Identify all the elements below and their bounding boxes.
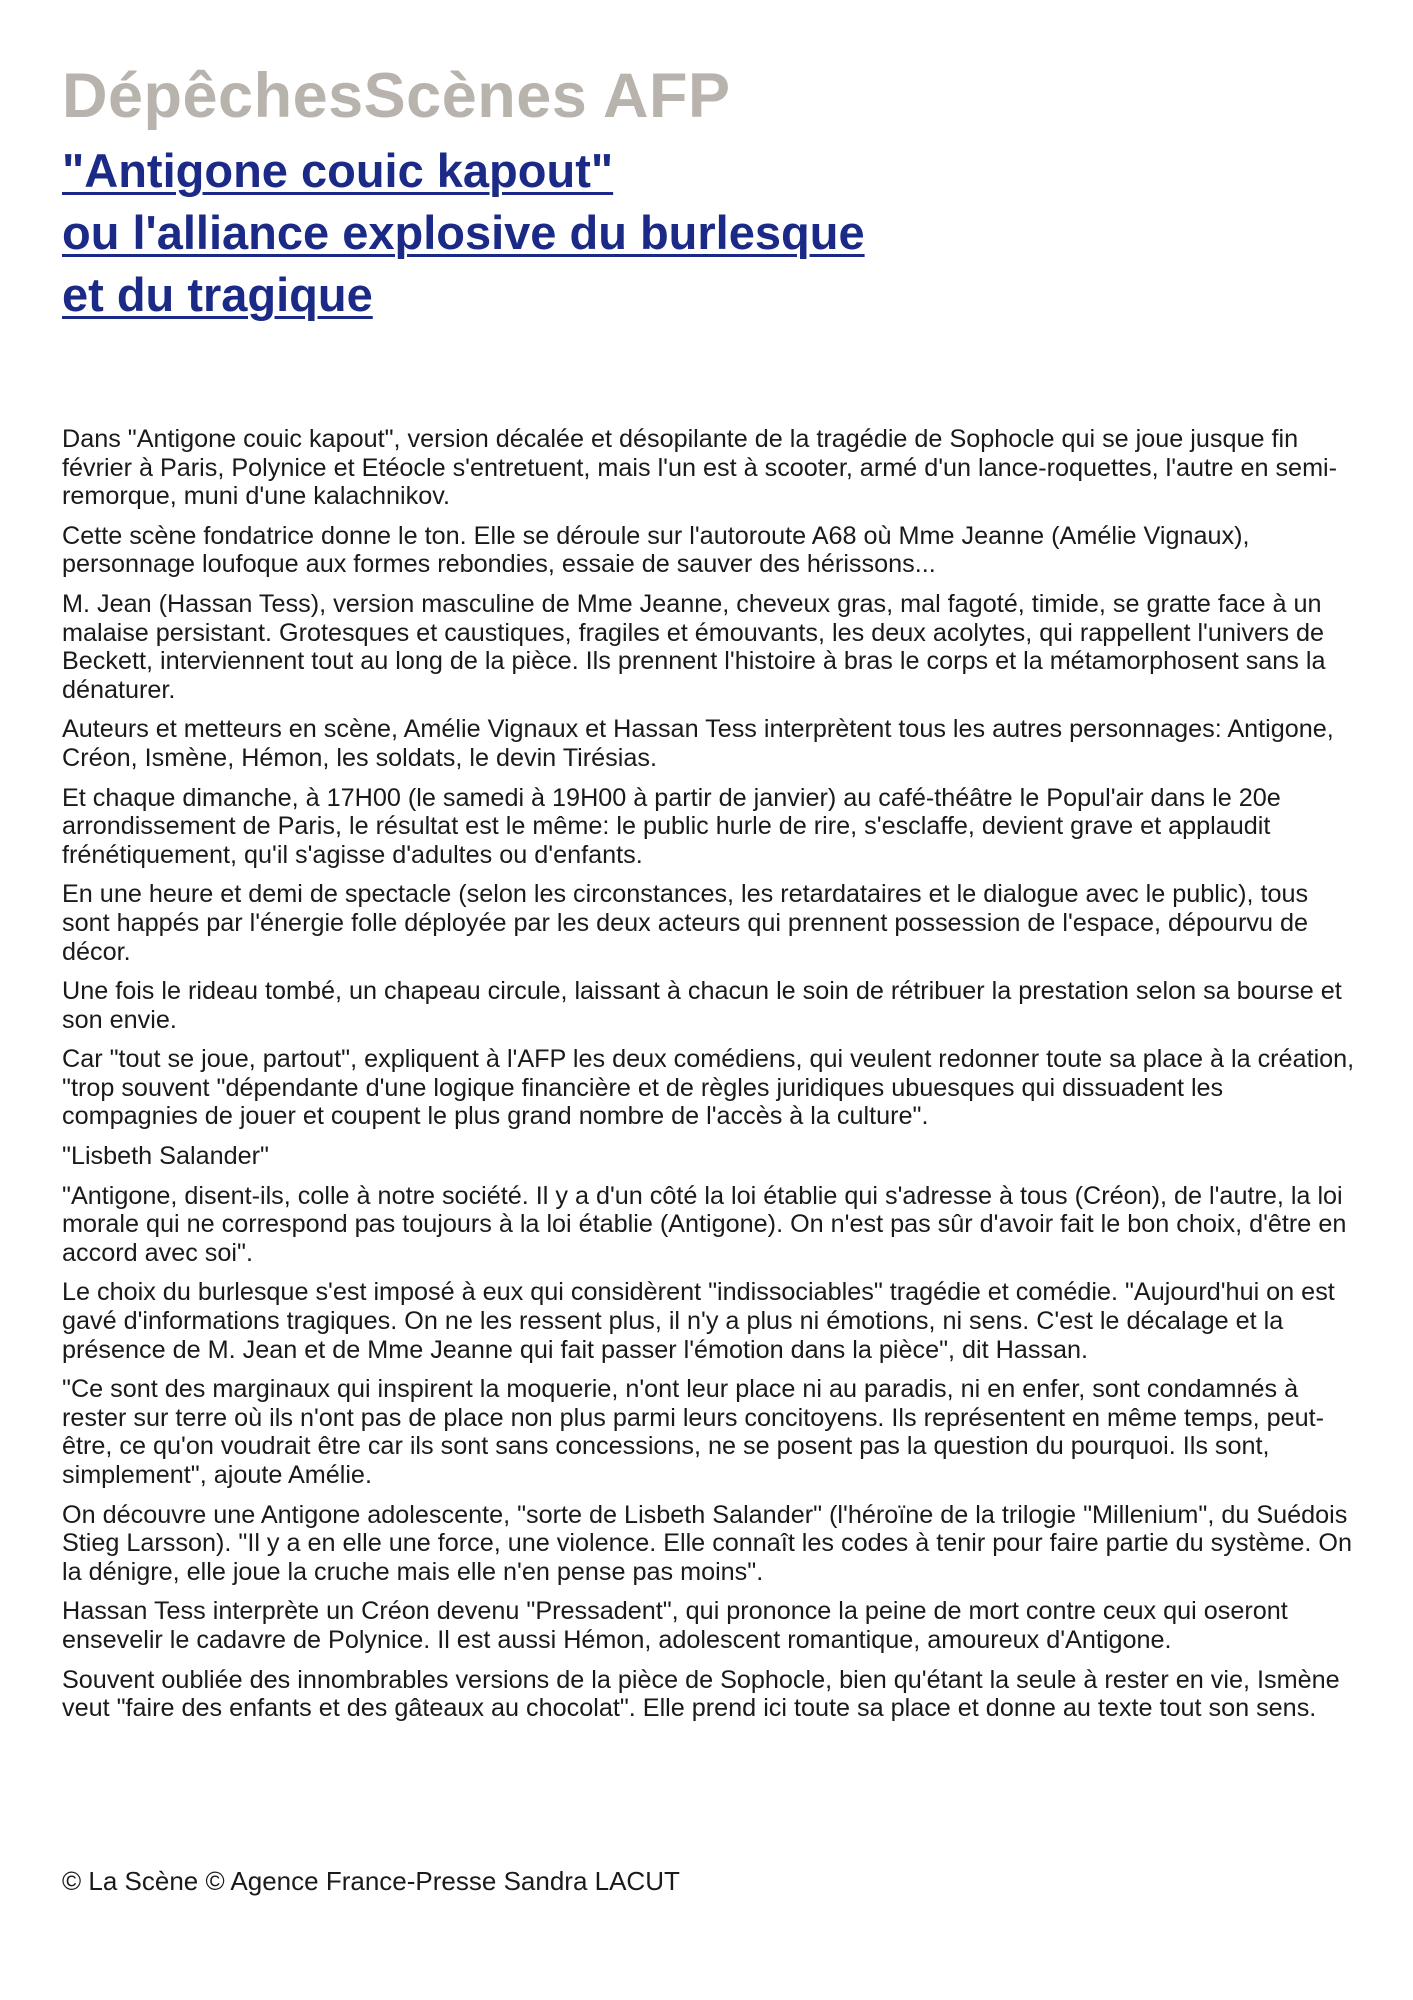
headline <box>62 140 1362 326</box>
article-paragraph: Car "tout se joue, partout", expliquent à l'AFP les deux comédiens, qui veulent redonner toute sa place à la création, "trop souvent "dépendante d'une logique financière et de règles juridiques ubuesques qui dissuadent les compagnies de jouer et coupent le plus grand nombre de l'accès à la culture". <box>62 1045 1355 1131</box>
article-paragraph: Cette scène fondatrice donne le ton. Elle se déroule sur l'autoroute A68 où Mme Jeanne (Amélie Vignaux), personnage loufoque aux formes rebondies, essaie de sauver des hérissons... <box>62 521 1250 579</box>
copyright-credit: © La Scène © Agence France-Presse <box>62 1866 497 1896</box>
article-paragraph: On découvre une Antigone adolescente, "sorte de Lisbeth Salander" (l'héroïne de la trilogie "Millenium", du Suédois Stieg Larsson). "Il y a en elle une force, une violence. Elle connaît les codes à tenir pour faire partie du système. On la dénigre, elle joue la cruche mais elle n'en pense pas moins". <box>62 1500 1353 1586</box>
article-paragraph: Hassan Tess interprète un Créon devenu "Pressadent", qui prononce la peine de mort contre ceux qui oseront ensevelir le cadavre de Polynice. Il est aussi Hémon, adolescent romantique, amoureux d'Antigone. <box>62 1597 1288 1654</box>
article-paragraph: Souvent oubliée des innombrables versions de la pièce de Sophocle, bien qu'étant la seule à rester en vie, Ismène veut "faire des enfants et des gâteaux au chocolat". Elle prend ici toute sa place et donne au texte tout son sens. <box>62 1665 1340 1723</box>
article-paragraph: Et chaque dimanche, à 17H00 (le samedi à 19H00 à partir de janvier) au café-théâtre le Popul'air dans le 20e arrondissement de Paris, le résultat est le même: le public hurle de rire, s'esclaffe, devient grave et applaudit frénétiquement, qu'il s'agisse d'adultes ou d'enfants. <box>62 783 1281 869</box>
article-paragraph: Dans "Antigone couic kapout", version décalée et désopilante de la tragédie de Sophocle qui se joue jusque fin février à Paris, Polynice et Etéocle s'entretuent, mais l'un est à scooter, armé d'un lance-roquettes, l'autre en semi-remorque, muni d'une kalachnikov. <box>62 425 1338 511</box>
article-subheading: "Lisbeth Salander" <box>62 1142 269 1171</box>
author-name: Sandra LACUT <box>503 1866 680 1896</box>
article-paragraph: En une heure et demi de spectacle (selon les circonstances, les retardataires et le dialogue avec le public), tous sont happés par l'énergie folle déployée par les deux acteurs qui prennent possession de l'espace, dépourvu de décor. <box>62 880 1309 966</box>
article-paragraph: "Antigone, disent-ils, colle à notre société. Il y a d'un côté la loi établie qui s'adresse à tous (Créon), de l'autre, la loi morale qui ne correspond pas toujours à la loi établie (Antigone). On n'est pas sûr d'avoir fait le bon choix, d'être en accord avec soi". <box>62 1181 1347 1267</box>
masthead-title: DépêchesScènes AFP <box>62 61 731 131</box>
article-paragraph: M. Jean (Hassan Tess), version masculine de Mme Jeanne, cheveux gras, mal fagoté, timide, se gratte face à un malaise persistant. Grotesques et caustiques, fragiles et émouvants, les deux acolytes, qui rappellent l'univers de Beckett, interviennent tout au long de la pièce. Ils prennent l'histoire à bras le corps et la métamorphosent sans la dénaturer. <box>62 589 1326 704</box>
article-body <box>62 425 1362 1723</box>
article-page <box>62 60 1362 1734</box>
headline-link[interactable] <box>62 140 1362 326</box>
article-paragraph: Le choix du burlesque s'est imposé à eux qui considèrent "indissociables" tragédie et comédie. "Aujourd'hui on est gavé d'informations tragiques. On ne les ressent plus, il n'y a plus ni émotions, ni sens. C'est le décalage et la présence de M. Jean et de Mme Jeanne qui fait passer l'émotion dans la pièce", dit Hassan. <box>62 1278 1335 1364</box>
headline-line: ou l'alliance explosive du burlesque <box>62 206 865 259</box>
article-paragraph: Auteurs et metteurs en scène, Amélie Vignaux et Hassan Tess interprètent tous les autres personnages: Antigone, Créon, Ismène, Hémon, les soldats, le devin Tirésias. <box>62 715 1334 772</box>
article-footer <box>62 1866 680 1896</box>
article-paragraph: "Ce sont des marginaux qui inspirent la moquerie, n'ont leur place ni au paradis, ni en enfer, sont condamnés à rester sur terre où ils n'ont pas de place non plus parmi leurs concitoyens. Ils représentent en même temps, peut-être, ce qu'on voudrait être car ils sont sans concessions, ne se posent pas la question du pourquoi. Ils sont, simplement", ajoute Amélie. <box>62 1375 1325 1489</box>
headline-line: et du tragique <box>62 268 373 321</box>
article-paragraph: Une fois le rideau tombé, un chapeau circule, laissant à chacun le soin de rétribuer la prestation selon sa bourse et son envie. <box>62 977 1342 1034</box>
headline-line: "Antigone couic kapout" <box>62 144 614 197</box>
